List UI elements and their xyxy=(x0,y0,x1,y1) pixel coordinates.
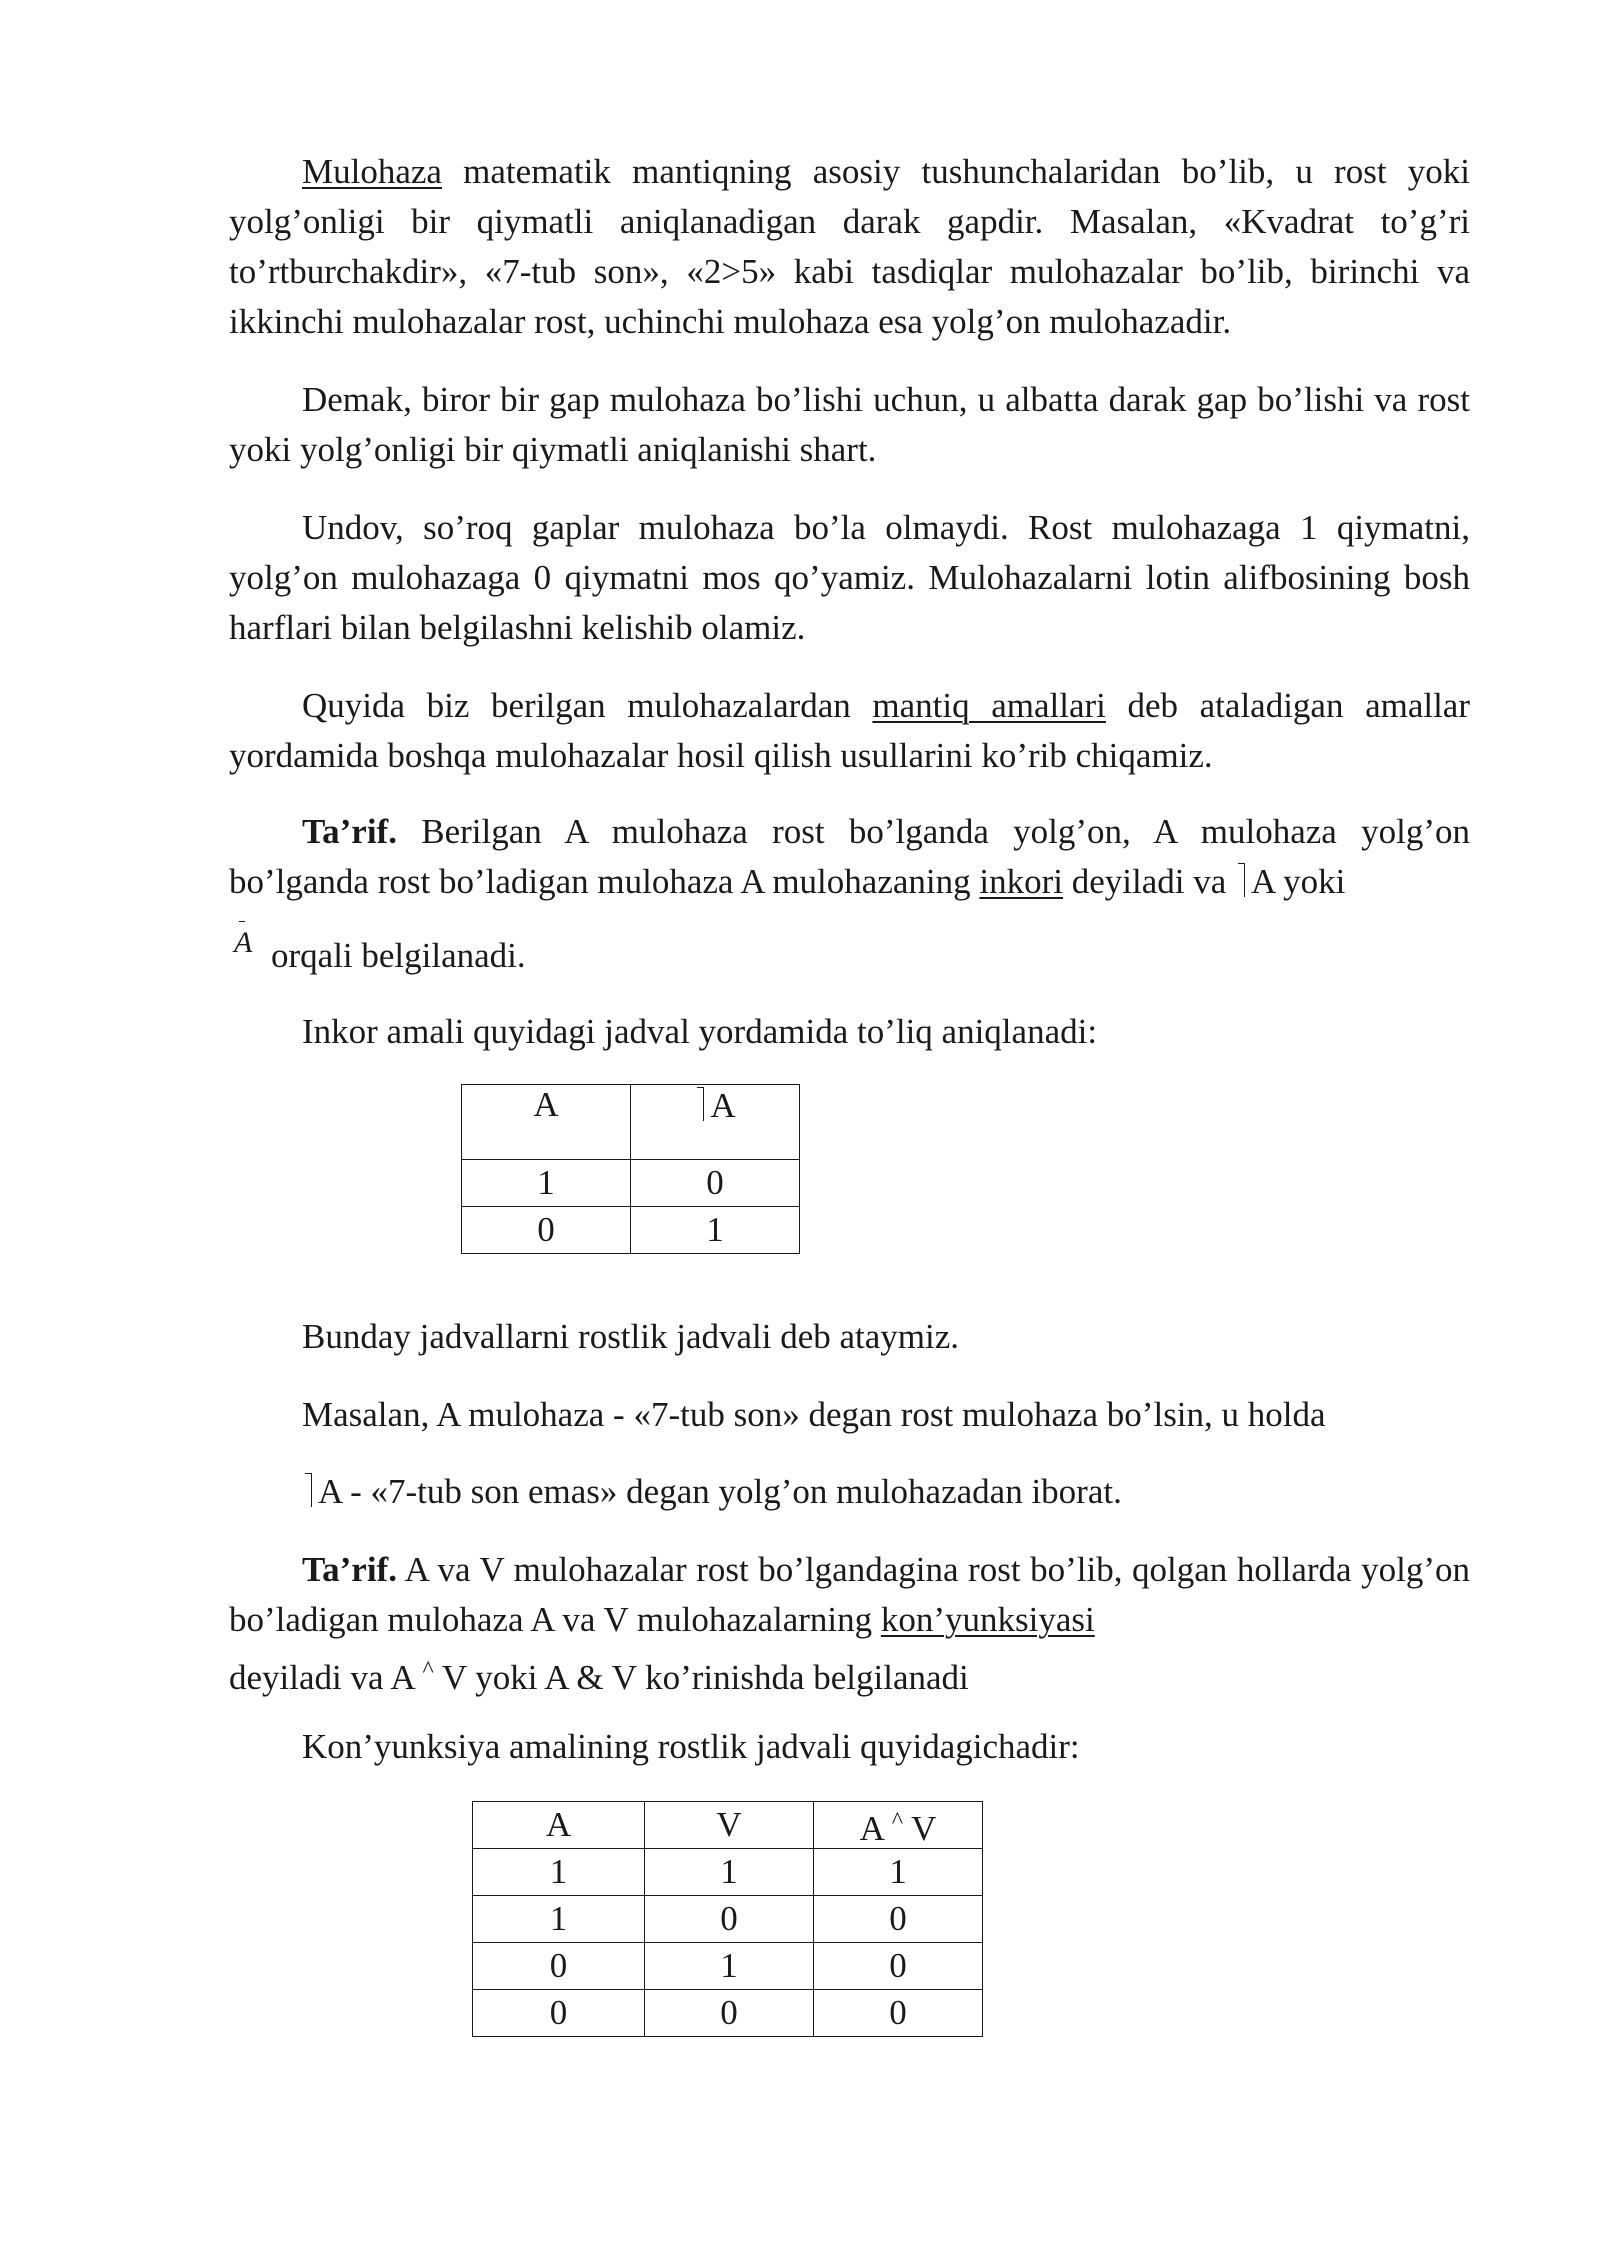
conjunction-symbol: ^ xyxy=(891,1808,903,1834)
table-row xyxy=(473,1990,983,2037)
table-row xyxy=(473,1943,983,1990)
paragraph-demak: Demak, biror bir gap mulohaza bo’lishi uchun, u albatta darak gap bo’lishi va rost yoki yolg’onligi bir qiymatli aniqlanishi shart. xyxy=(229,380,1470,469)
table-row xyxy=(462,1207,800,1254)
table-header-cell: A xyxy=(462,1085,631,1160)
definition-inkor-line2: orqali belgilanadi. xyxy=(271,936,526,975)
negation-symbol xyxy=(302,1473,314,1507)
negation-truth-table xyxy=(461,1084,800,1254)
a-bar-letter: A xyxy=(234,926,253,959)
table-cell: 0 xyxy=(473,1990,645,2037)
table-cell: 0 xyxy=(645,1896,814,1943)
term-konyunksiya: kon’yunksiyasi xyxy=(880,1600,1095,1639)
inkor-intro: Inkor amali quyidagi jadval yordamida to’liq aniqlanadi: xyxy=(302,1012,1098,1051)
paragraph-text: V yoki A & V ko’rinishda belgilanadi xyxy=(441,1658,969,1697)
truth-table-note: Bunday jadvallarni rostlik jadvali deb ataymiz. xyxy=(302,1317,960,1356)
table-header-row xyxy=(462,1085,800,1160)
overline-mark xyxy=(239,921,245,922)
paragraph-text: deb ataladigan amallar yordamida boshqa mulohazalar hosil qilish usullarini ko’rib chiqamiz. xyxy=(229,686,1470,775)
table-row xyxy=(473,1896,983,1943)
paragraph-mulohaza-definition xyxy=(229,147,1470,347)
table-cell: 0 xyxy=(814,1896,983,1943)
example-line1: Masalan, A mulohaza - «7-tub son» degan rost mulohaza bo’lsin, u holda xyxy=(302,1395,1326,1434)
table-cell: 0 xyxy=(814,1943,983,1990)
table-cell: 0 xyxy=(814,1990,983,2037)
definition-konyunksiya xyxy=(229,1545,1470,1703)
negation-symbol xyxy=(694,1087,706,1121)
table-cell: 0 xyxy=(473,1943,645,1990)
table-cell: 1 xyxy=(462,1160,631,1207)
table-row xyxy=(473,1849,983,1896)
paragraph-undov: Undov, so’roq gaplar mulohaza bo’la olmaydi. Rost mulohazaga 1 qiymatni, yolg’on mulohazaga 0 qiymatni mos qo’yamiz. Mulohazalarni lotin alifbosining bosh harflari bilan belgilashni kelishib olamiz. xyxy=(229,508,1470,647)
table-header-row xyxy=(473,1802,983,1849)
table-cell: 0 xyxy=(462,1207,631,1254)
paragraph-text: Quyida biz berilgan mulohazalardan xyxy=(302,686,851,725)
conjunction-truth-table xyxy=(472,1801,983,2037)
negation-symbol xyxy=(1235,863,1247,897)
table-header-cell: A xyxy=(473,1802,645,1849)
term-inkori: inkori xyxy=(979,862,1063,901)
paragraph-text: A va V mulohazalar rost bo’lgandagina rost bo’lib, qolgan hollarda yolg’on bo’ladigan mulohaza A va V mulohazalarning xyxy=(229,1550,1470,1639)
a-bar-symbol xyxy=(234,928,252,958)
paragraph-quyida xyxy=(229,681,1470,781)
paragraph-text: deyiladi va xyxy=(1071,862,1227,901)
table-cell: 1 xyxy=(814,1849,983,1896)
konyunksiya-intro: Kon’yunksiya amalining rostlik jadvali quyidagichadir: xyxy=(302,1727,1080,1766)
table-cell: 1 xyxy=(645,1943,814,1990)
definition-label: Ta’rif. xyxy=(302,1550,397,1589)
table-row xyxy=(462,1160,800,1207)
paragraph-text: A yoki xyxy=(1251,862,1346,901)
table-cell: 1 xyxy=(645,1849,814,1896)
table-cell: 0 xyxy=(645,1990,814,2037)
table-cell: 1 xyxy=(473,1849,645,1896)
paragraph-text: matematik mantiqning asosiy tushunchalaridan bo’lib, u rost yoki yolg’onligi bir qiymatli aniqlanadigan darak gapdir. Masalan, «Kvadrat to’g’ri to’rtburchakdir», «7-tub son», «2>5» kabi tasdiqlar mulohazalar bo’lib, birinchi va ikkinchi mulohazalar rost, uchinchi mulohaza esa yolg’on mulohazadir. xyxy=(229,152,1470,341)
conjunction-symbol: ^ xyxy=(422,1657,434,1683)
paragraph-text: Berilgan A mulohaza rost bo’lganda yolg’on, A mulohaza yolg’on bo’lganda rost bo’ladigan mulohaza A mulohazaning xyxy=(229,812,1470,901)
definition-inkor xyxy=(229,807,1470,907)
paragraph-text: deyiladi va A xyxy=(229,1658,414,1697)
definition-label: Ta’rif. xyxy=(302,812,397,851)
table-cell: 1 xyxy=(631,1207,800,1254)
example-text: A - «7-tub son emas» degan yolg’on mulohazadan iborat. xyxy=(318,1472,1122,1511)
table-header-cell: A xyxy=(631,1085,800,1160)
example-line2 xyxy=(302,1467,1122,1517)
table-header-cell: A ^ V xyxy=(814,1802,983,1849)
term-mulohaza: Mulohaza xyxy=(302,152,442,191)
table-cell: 1 xyxy=(473,1896,645,1943)
term-mantiq-amallari: mantiq amallari xyxy=(872,686,1106,725)
table-header-cell: V xyxy=(645,1802,814,1849)
table-cell: 0 xyxy=(631,1160,800,1207)
